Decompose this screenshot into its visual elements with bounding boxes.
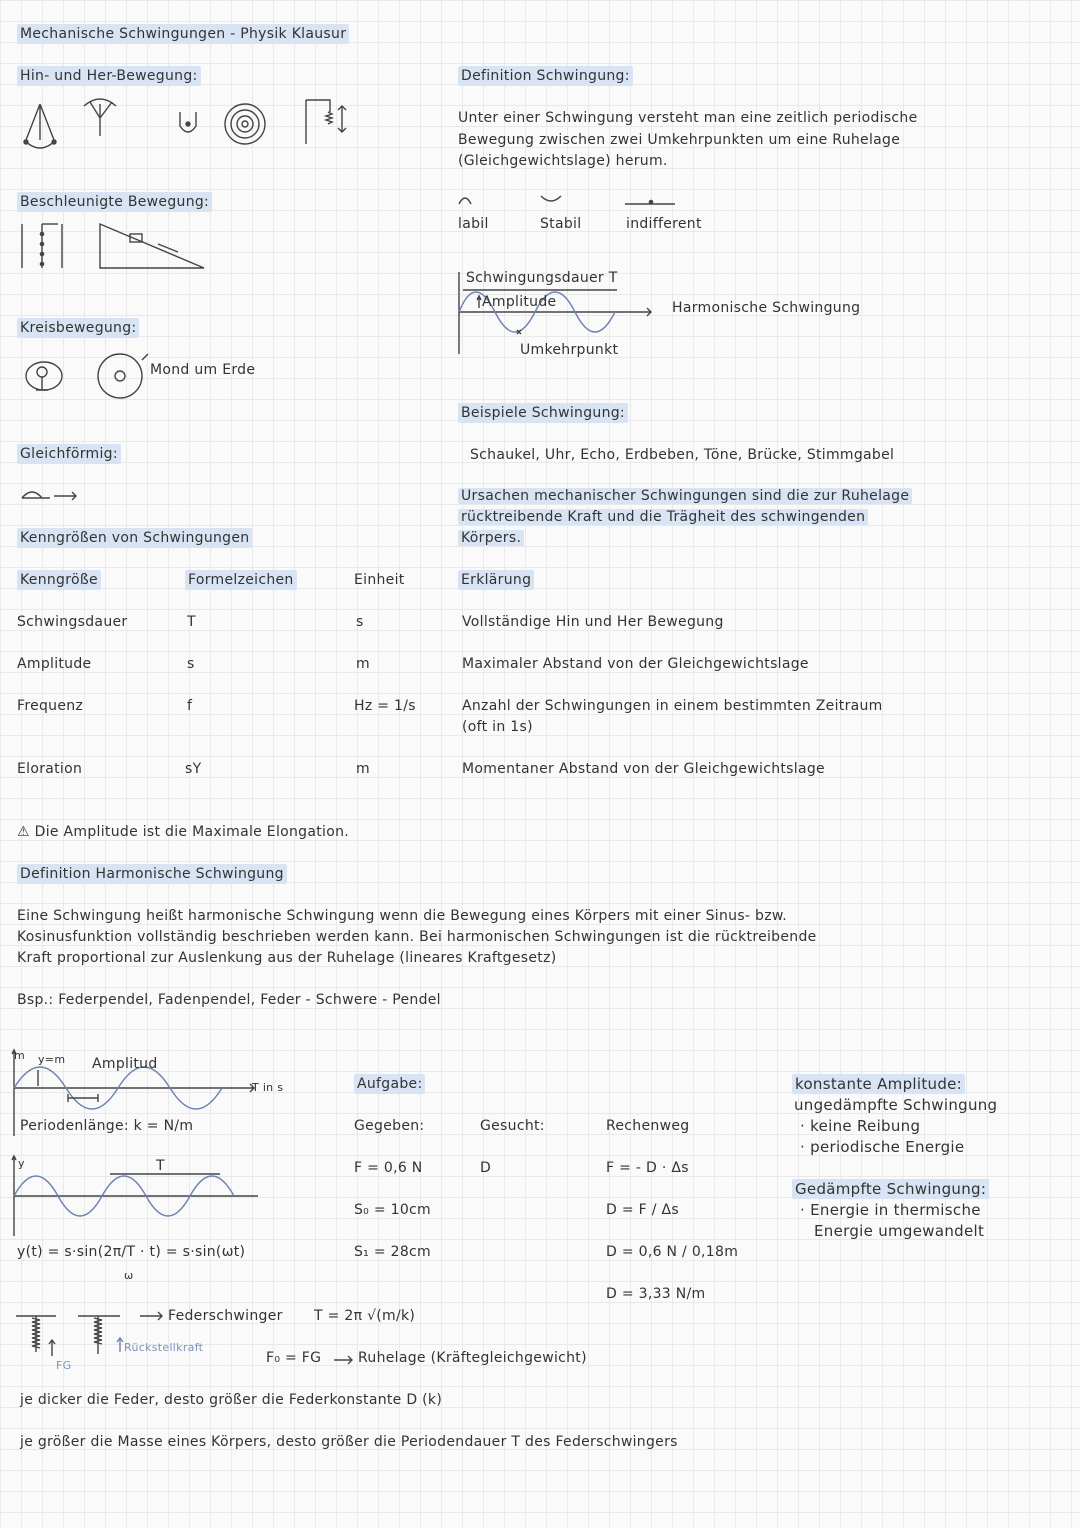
gegeben-s1: S₁ = 28cm — [354, 1244, 431, 1260]
graph-amplitud-label: Amplitud — [92, 1056, 158, 1072]
incline-sketch — [18, 220, 218, 275]
equilibrium-sketches — [455, 192, 685, 212]
table-row-0-sym: T — [187, 614, 196, 630]
rechenweg-label: Rechenweg — [606, 1118, 690, 1134]
table-row-0-unit: s — [356, 614, 364, 630]
ged-line-2: Energie umgewandelt — [814, 1222, 985, 1240]
table-row-3-sym: sY — [185, 761, 202, 777]
heading-gleichfoermig: Gleichförmig: — [17, 444, 121, 464]
table-row-1-sym: s — [187, 656, 195, 672]
harm-line-3: Kraft proportional zur Auslenkung aus der Ruhelage (lineares Kraftgesetz) — [17, 950, 557, 966]
heading-harmonische: Definition Harmonische Schwingung — [17, 864, 287, 884]
amplitude-label: Amplitude — [482, 294, 557, 310]
gesucht-d: D — [480, 1160, 492, 1176]
amplitude-note: ⚠ Die Amplitude ist die Maximale Elongation. — [17, 824, 350, 840]
heading-konstante-amplitude: konstante Amplitude: — [792, 1074, 965, 1094]
harmonische-label: Harmonische Schwingung — [672, 300, 861, 316]
graph-m-label: m — [14, 1049, 26, 1062]
table-row-3-unit: m — [356, 761, 370, 777]
def-line-2: Bewegung zwischen zwei Umkehrpunkten um eine Ruhelage — [458, 132, 901, 148]
table-row-1-name: Amplitude — [17, 656, 92, 672]
federschwinger-formel: T = 2π √(m/k) — [314, 1308, 416, 1324]
graph2-y-label: y — [18, 1157, 25, 1170]
gegeben-label: Gegeben: — [354, 1118, 425, 1134]
arrow-icon — [332, 1354, 356, 1366]
table-row-0-expl: Vollständige Hin und Her Bewegung — [462, 614, 724, 630]
beispiele-text: Schaukel, Uhr, Echo, Erdbeben, Töne, Brücke, Stimmgabel — [470, 447, 895, 463]
sine-graphs — [10, 1046, 290, 1246]
graph-t-in-s: T in s — [252, 1081, 284, 1094]
pendulum-sketches — [20, 96, 360, 156]
heading-gedaempfte: Gedämpfte Schwingung: — [792, 1179, 989, 1199]
gegeben-s0: S₀ = 10cm — [354, 1202, 431, 1218]
sine-formula: y(t) = s·sin(2π/T · t) = s·sin(ωt) — [17, 1244, 246, 1260]
heading-hin-her: Hin- und Her-Bewegung: — [17, 66, 201, 86]
table-header-formelzeichen: Formelzeichen — [185, 570, 297, 590]
graph-y-eq-m: y=m — [38, 1053, 66, 1066]
harm-line-1: Eine Schwingung heißt harmonische Schwingung wenn die Bewegung eines Körpers mit einer Sinus- bzw. — [17, 908, 788, 924]
ursachen-line-2: rücktreibende Kraft und die Trägheit des schwingenden — [458, 507, 868, 527]
schwingungsdauer-label: Schwingungsdauer T — [466, 270, 618, 286]
table-header-einheit: Einheit — [354, 572, 405, 588]
table-row-0-name: Schwingsdauer — [17, 614, 128, 630]
circle-sketches — [24, 350, 164, 400]
graph-periodenlaenge: Periodenlänge: k = N/m — [20, 1118, 194, 1134]
rueckstellkraft-label: Rückstellkraft — [124, 1341, 204, 1354]
kraefte-gleich: F₀ = FG — [266, 1350, 322, 1366]
federschwinger-label: Federschwinger — [168, 1308, 283, 1324]
konst-line-3: · periodische Energie — [800, 1138, 965, 1156]
omega-label: ω — [124, 1269, 134, 1282]
gesucht-label: Gesucht: — [480, 1118, 545, 1134]
table-row-1-expl: Maximaler Abstand von der Gleichgewichtslage — [462, 656, 809, 672]
rechenweg-2: D = F / Δs — [606, 1202, 679, 1218]
heading-kenngroessen: Kenngrößen von Schwingungen — [17, 528, 252, 548]
konst-line-1: ungedämpfte Schwingung — [794, 1096, 998, 1114]
harm-beispiele: Bsp.: Federpendel, Fadenpendel, Feder - Schwere - Pendel — [17, 992, 441, 1008]
table-row-2-sym: f — [187, 698, 193, 714]
heading-beispiele: Beispiele Schwingung: — [458, 403, 628, 423]
table-row-3-expl: Momentaner Abstand von der Gleichgewichtslage — [462, 761, 825, 777]
ursachen-line-1: Ursachen mechanischer Schwingungen sind die zur Ruhelage — [458, 486, 912, 506]
labil-label: labil — [458, 216, 489, 232]
table-row-2-name: Frequenz — [17, 698, 84, 714]
fg-label: FG — [56, 1359, 72, 1372]
ruhelage-label: Ruhelage (Kräftegleichgewicht) — [358, 1350, 587, 1366]
table-row-3-name: Eloration — [17, 761, 83, 777]
heading-kreis: Kreisbewegung: — [17, 318, 139, 338]
table-row-2-expl: Anzahl der Schwingungen in einem bestimmten Zeitraum — [462, 698, 883, 714]
indifferent-label: indifferent — [626, 216, 702, 232]
def-line-3: (Gleichgewichtslage) herum. — [458, 153, 668, 169]
umkehrpunkt-label: Umkehrpunkt — [520, 342, 619, 358]
def-line-1: Unter einer Schwingung versteht man eine zeitlich periodische — [458, 110, 918, 126]
feder-rule-2: je größer die Masse eines Körpers, desto größer die Periodendauer T des Federschwingers — [20, 1434, 678, 1450]
uniform-sketch — [18, 486, 88, 506]
feder-rule-1: je dicker die Feder, desto größer die Federkonstante D (k) — [20, 1392, 443, 1408]
heading-aufgabe: Aufgabe: — [354, 1074, 425, 1094]
table-header-kenngroesse: Kenngröße — [17, 570, 101, 590]
rechenweg-1: F = - D · Δs — [606, 1160, 689, 1176]
page-title: Mechanische Schwingungen - Physik Klausur — [17, 24, 349, 44]
table-row-2-unit: Hz = 1/s — [354, 698, 416, 714]
rechenweg-4: D = 3,33 N/m — [606, 1286, 706, 1302]
gegeben-f: F = 0,6 N — [354, 1160, 423, 1176]
rechenweg-3: D = 0,6 N / 0,18m — [606, 1244, 739, 1260]
harm-line-2: Kosinusfunktion vollständig beschrieben werden kann. Bei harmonischen Schwingungen ist die rücktreibende — [17, 929, 817, 945]
heading-definition: Definition Schwingung: — [458, 66, 633, 86]
stabil-label: Stabil — [540, 216, 582, 232]
mond-label: Mond um Erde — [150, 362, 256, 378]
heading-beschleunigt: Beschleunigte Bewegung: — [17, 192, 212, 212]
graph2-T-label: T — [156, 1158, 165, 1174]
ursachen-line-3: Körpers. — [458, 528, 524, 548]
konst-line-2: · keine Reibung — [800, 1117, 921, 1135]
table-header-erklaerung: Erklärung — [458, 570, 534, 590]
ged-line-1: · Energie in thermische — [800, 1201, 981, 1219]
warning-icon: ⚠ — [17, 824, 35, 840]
table-row-2-expl2: (oft in 1s) — [462, 719, 533, 735]
table-row-1-unit: m — [356, 656, 370, 672]
